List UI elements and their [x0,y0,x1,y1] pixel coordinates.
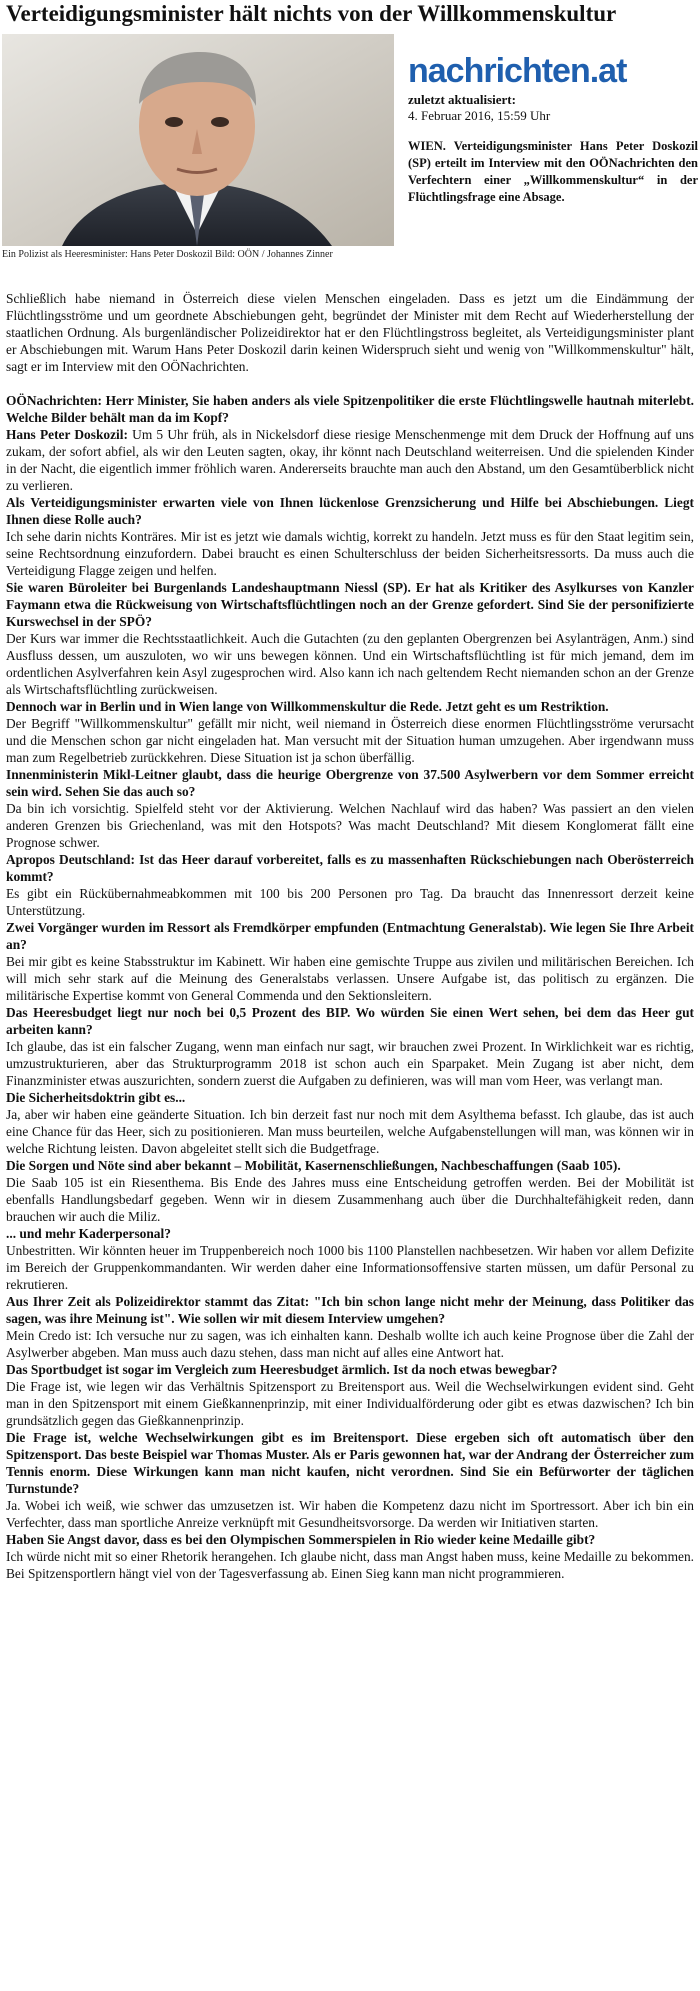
brand-tld: .at [589,52,627,90]
brand-name: nachrichten [408,52,590,90]
interview-answer [6,528,694,579]
interview-answer-text: Die Frage ist, wie legen wir das Verhältnis Spitzensport zu Breitensport aus. Weil die Wechselwirkungen evident sind. Geht man in den Spitzensport mit einem Gießkannenprinzip, mit einer Individualförderung oder gibt es etwas dazwischen? Ich bin grundsätzlich gegen das Gießkannenprinzip. [6,1379,694,1428]
interview-answer-text: Unbestritten. Wir könnten heuer im Truppenbereich noch 1000 bis 1100 Planstellen nachbesetzen. Wir haben vor allem Defizite im Bereich der Gruppenkommandanten. Wir werden daher eine Informationsoffensive starten müssen, um dafür Personal zu rekrutieren. [6,1243,694,1292]
interview-question: Das Sportbudget ist sogar im Vergleich zum Heeresbudget ärmlich. Ist da noch etwas bewegbar? [6,1362,558,1377]
interview-answer-text: Es gibt ein Rückübernahmeabkommen mit 100 bis 200 Personen pro Tag. Da braucht das Innenressort derzeit keine Unterstützung. [6,886,694,918]
interview-answer [6,1106,694,1157]
interview-question: Apropos Deutschland: Ist das Heer darauf vorbereitet, falls es zu massenhaften Rückschiebungen nach Oberösterreich kommt? [6,852,694,884]
interview-answer [6,885,694,919]
interview-answer-text: Ich glaube, das ist ein falscher Zugang, wenn man einfach nur sagt, wir brauchen zwei Prozent. In Wirklichkeit war es richtig, umzustrukturieren, aber das Strukturprogramm 2018 ist schon auch ein Sparpaket. Mein Zugang ist aber nicht, dem Finanzminister etwas auszurichten, sondern zuerst die Aufgaben zu definieren, was will man vom Heer, was verlangt man. [6,1039,694,1088]
interview-question: Haben Sie Angst davor, dass es bei den Olympischen Sommerspielen in Rio wieder keine Medaille gibt? [6,1532,596,1547]
update-timestamp: 4. Februar 2016, 15:59 Uhr [408,108,551,123]
interview-answer [6,715,694,766]
interview-answer [6,1497,694,1531]
article-intro: Schließlich habe niemand in Österreich diese vielen Menschen eingeladen. Dass es jetzt um die Eindämmung der Flüchtlingsströme und um geordnete Abschiebungen geht, begründet der Minister mit dem Recht auf Wiederherstellung der staatlichen Ordnung. Als burgenländischer Polizeidirektor hat er den Flüchtlingstross begleitet, als Verteidigungsminister plant er Abschiebungen mit. Warum Hans Peter Doskozil darin keinen Widerspruch sieht und wenig von "Willkommenskultur" hält, sagt er im Interview mit den OÖNachrichten. [6,291,694,374]
interview-answer [6,1038,694,1089]
interview-answer-text: Die Saab 105 ist ein Riesenthema. Bis Ende des Jahres muss eine Entscheidung getroffen werden. Bei der Mobilität ist ebenfalls Handlungsbedarf gegeben. Wenn wir in diesem Zusammenhang auch über die Durchhaltefähigkeit reden, dann brauchen wir auch die Miliz. [6,1175,694,1224]
interview-question: OÖNachrichten: Herr Minister, Sie haben anders als viele Spitzenpolitiker die erste Flüchtlingswelle hautnah miterlebt. Welche Bilder behält man da im Kopf? [6,393,694,425]
portrait-photo-icon [2,34,394,246]
interview-answer [6,426,694,494]
interview-answer [6,1174,694,1225]
interview-answer-text: Da bin ich vorsichtig. Spielfeld steht vor der Aktivierung. Welchen Nachlauf wird das haben? Was passiert an den vielen anderen Grenzen bis Griechenland, was mit den Hotspots? Was macht Deutschland? Mit diesem Konglomerat fällt eine Prognose schwer. [6,801,694,850]
interview-answer-text: Ja, aber wir haben eine geänderte Situation. Ich bin derzeit fast nur noch mit dem Asylthema befasst. Ich glaube, das ist auch eine Chance für das Heer, sich zu positionieren. Man muss beurteilen, welche Aufgabenstellungen will man, was können wir in welche Richtung leisten. Davon abgeleitet stellt sich die Budgetfrage. [6,1107,694,1156]
article-headline: Verteidigungsminister hält nichts von der Willkommenskultur [6,1,617,26]
article-lead: WIEN. Verteidigungsminister Hans Peter Doskozil (SP) erteilt im Interview mit den OÖNachrichten den Verfechtern einer „Willkommenskultur“ in der Flüchtlingsfrage eine Absage. [408,139,698,204]
interview-answer [6,800,694,851]
interview-answer [6,1242,694,1293]
interview-answer-text: Ja. Wobei ich weiß, wie schwer das umzusetzen ist. Wir haben die Kompetenz dazu nicht im Sportressort. Aber ich bin ein Verfechter, dass man sportliche Anreize verknüpft mit Gesundheitsvorsorge. Da werden wir Initiativen starten. [6,1498,694,1530]
photo-caption: Ein Polizist als Heeresminister: Hans Peter Doskozil Bild: OÖN / Johannes Zinner [2,249,333,260]
interview-question: Sie waren Büroleiter bei Burgenlands Landeshauptmann Niessl (SP). Er hat als Kritiker des Asylkurses von Kanzler Faymann etwa die Rückweisung von Wirtschaftsflüchtlingen noch an der Grenze gefordert. Sind Sie der personifizierte Kurswechsel in der SPÖ? [6,580,694,629]
interview-answer-text: Ich sehe darin nichts Konträres. Mir ist es jetzt wie damals wichtig, korrekt zu handeln. Jetzt muss es für den Staat legitim sein, seine Rechtsordnung einzufordern. Dabei braucht es einen Schulterschluss der beiden Sicherheitsressorts. Da muss auch die Verteidigung Flagge zeigen und helfen. [6,529,694,578]
interview-question: Die Frage ist, welche Wechselwirkungen gibt es im Breitensport. Diese ergeben sich oft automatisch über den Spitzensport. Das beste Beispiel war Thomas Muster. Als er Paris gewonnen hat, war der Andrang der Österreicher zum Tennis enorm. Diese Wirkungen kann man nicht kaufen, nicht verordnen. Sind Sie ein Befürworter der täglichen Turnstunde? [6,1430,694,1496]
interview-answer [6,1378,694,1429]
article-body [6,290,694,1582]
interview-answer-text: Der Kurs war immer die Rechtsstaatlichkeit. Auch die Gutachten (zu den geplanten Obergrenzen bei Asylanträgen, Anm.) sind Ausfluss dessen, um auszuloten, wo wir uns bewegen können. Und ein Wirtschaftsflüchtling ist für mich jemand, dem im ordentlichen Asylverfahren kein Asyl zugesprochen wird. Also kann ich nach geltendem Recht niemanden schon an der Grenze als Wirtschaftsflüchtling zurückweisen. [6,631,694,697]
interview-answer-text: Der Begriff "Willkommenskultur" gefällt mir nicht, weil niemand in Österreich diese enormen Flüchtlingsströme verursacht und die Menschen schon gar nicht eingeladen hat. Man versucht mit der Situation human umzugehen. Aber irgendwann muss man zum Regelbetrieb zurückkehren. Diese Situation ist ja schon überfällig. [6,716,694,765]
update-info [408,92,698,124]
brand-logo[interactable] [408,52,626,90]
interview-speaker: Hans Peter Doskozil: [6,427,128,442]
interview-question: Das Heeresbudget liegt nur noch bei 0,5 Prozent des BIP. Wo würden Sie einen Wert sehen, bei dem das Heer gut arbeiten kann? [6,1005,694,1037]
update-label: zuletzt aktualisiert: [408,92,516,107]
interview [6,392,694,1582]
interview-question: Innenministerin Mikl-Leitner glaubt, dass die heurige Obergrenze von 37.500 Asylwerbern vor dem Sommer erreicht sein wird. Sehen Sie das auch so? [6,767,694,799]
interview-answer [6,1327,694,1361]
interview-answer-text: Um 5 Uhr früh, als in Nickelsdorf diese riesige Menschenmenge mit dem Druck der Hoffnung auf uns zukam, der sofort abfiel, als wir den Leuten sagten, okay, ihr könnt nach Deutschland weiterreisen. Und die spielenden Kinder in der Nacht, die eigentlich immer fröhlich waren. Andererseits brauchte man auch den Abstand, um den Gesamtüberblick nicht zu verlieren. [6,427,694,493]
interview-question: Dennoch war in Berlin und in Wien lange von Willkommenskultur die Rede. Jetzt geht es um Restriktion. [6,699,609,714]
interview-question: Als Verteidigungsminister erwarten viele von Ihnen lückenlose Grenzsicherung und Hilfe bei Abschiebungen. Liegt Ihnen diese Rolle auch? [6,495,694,527]
article-photo [2,34,394,246]
interview-answer-text: Mein Credo ist: Ich versuche nur zu sagen, was ich einhalten kann. Deshalb wollte ich auch keine Prognose über die Zahl der Asylwerber abgeben. Man muss auch dazu stehen, dass man nicht auf alles eine Antwort hat. [6,1328,694,1360]
interview-answer-text: Ich würde nicht mit so einer Rhetorik herangehen. Ich glaube nicht, dass man Angst haben muss, keine Medaille zu bekommen. Bei Spitzensportlern hängt viel von der Tagesverfassung ab. Einen Sieg kann man nicht programmieren. [6,1549,694,1581]
interview-answer [6,1548,694,1582]
interview-question: Die Sorgen und Nöte sind aber bekannt – Mobilität, Kasernenschließungen, Nachbeschaffungen (Saab 105). [6,1158,621,1173]
interview-question: Die Sicherheitsdoktrin gibt es... [6,1090,186,1105]
interview-answer-text: Bei mir gibt es keine Stabsstruktur im Kabinett. Wir haben eine gemischte Truppe aus zivilen und militärischen Bereichen. Ich will mich sehr stark auf die Meinung des Generalstabs verlassen. Unsere Aufgabe ist, das politisch zu ergänzen. Die militärische Expertise kommt von General Commenda und den Sektionsleitern. [6,954,694,1003]
interview-question: Aus Ihrer Zeit als Polizeidirektor stammt das Zitat: "Ich bin schon lange nicht mehr der Meinung, dass Politiker das sagen, was ihre Meinung ist". Wie sollen wir mit diesem Interview umgehen? [6,1294,694,1326]
interview-question: ... und mehr Kaderpersonal? [6,1226,171,1241]
interview-answer [6,630,694,698]
interview-answer [6,953,694,1004]
interview-question: Zwei Vorgänger wurden im Ressort als Fremdkörper empfunden (Entmachtung Generalstab). Wie legen Sie Ihre Arbeit an? [6,920,694,952]
